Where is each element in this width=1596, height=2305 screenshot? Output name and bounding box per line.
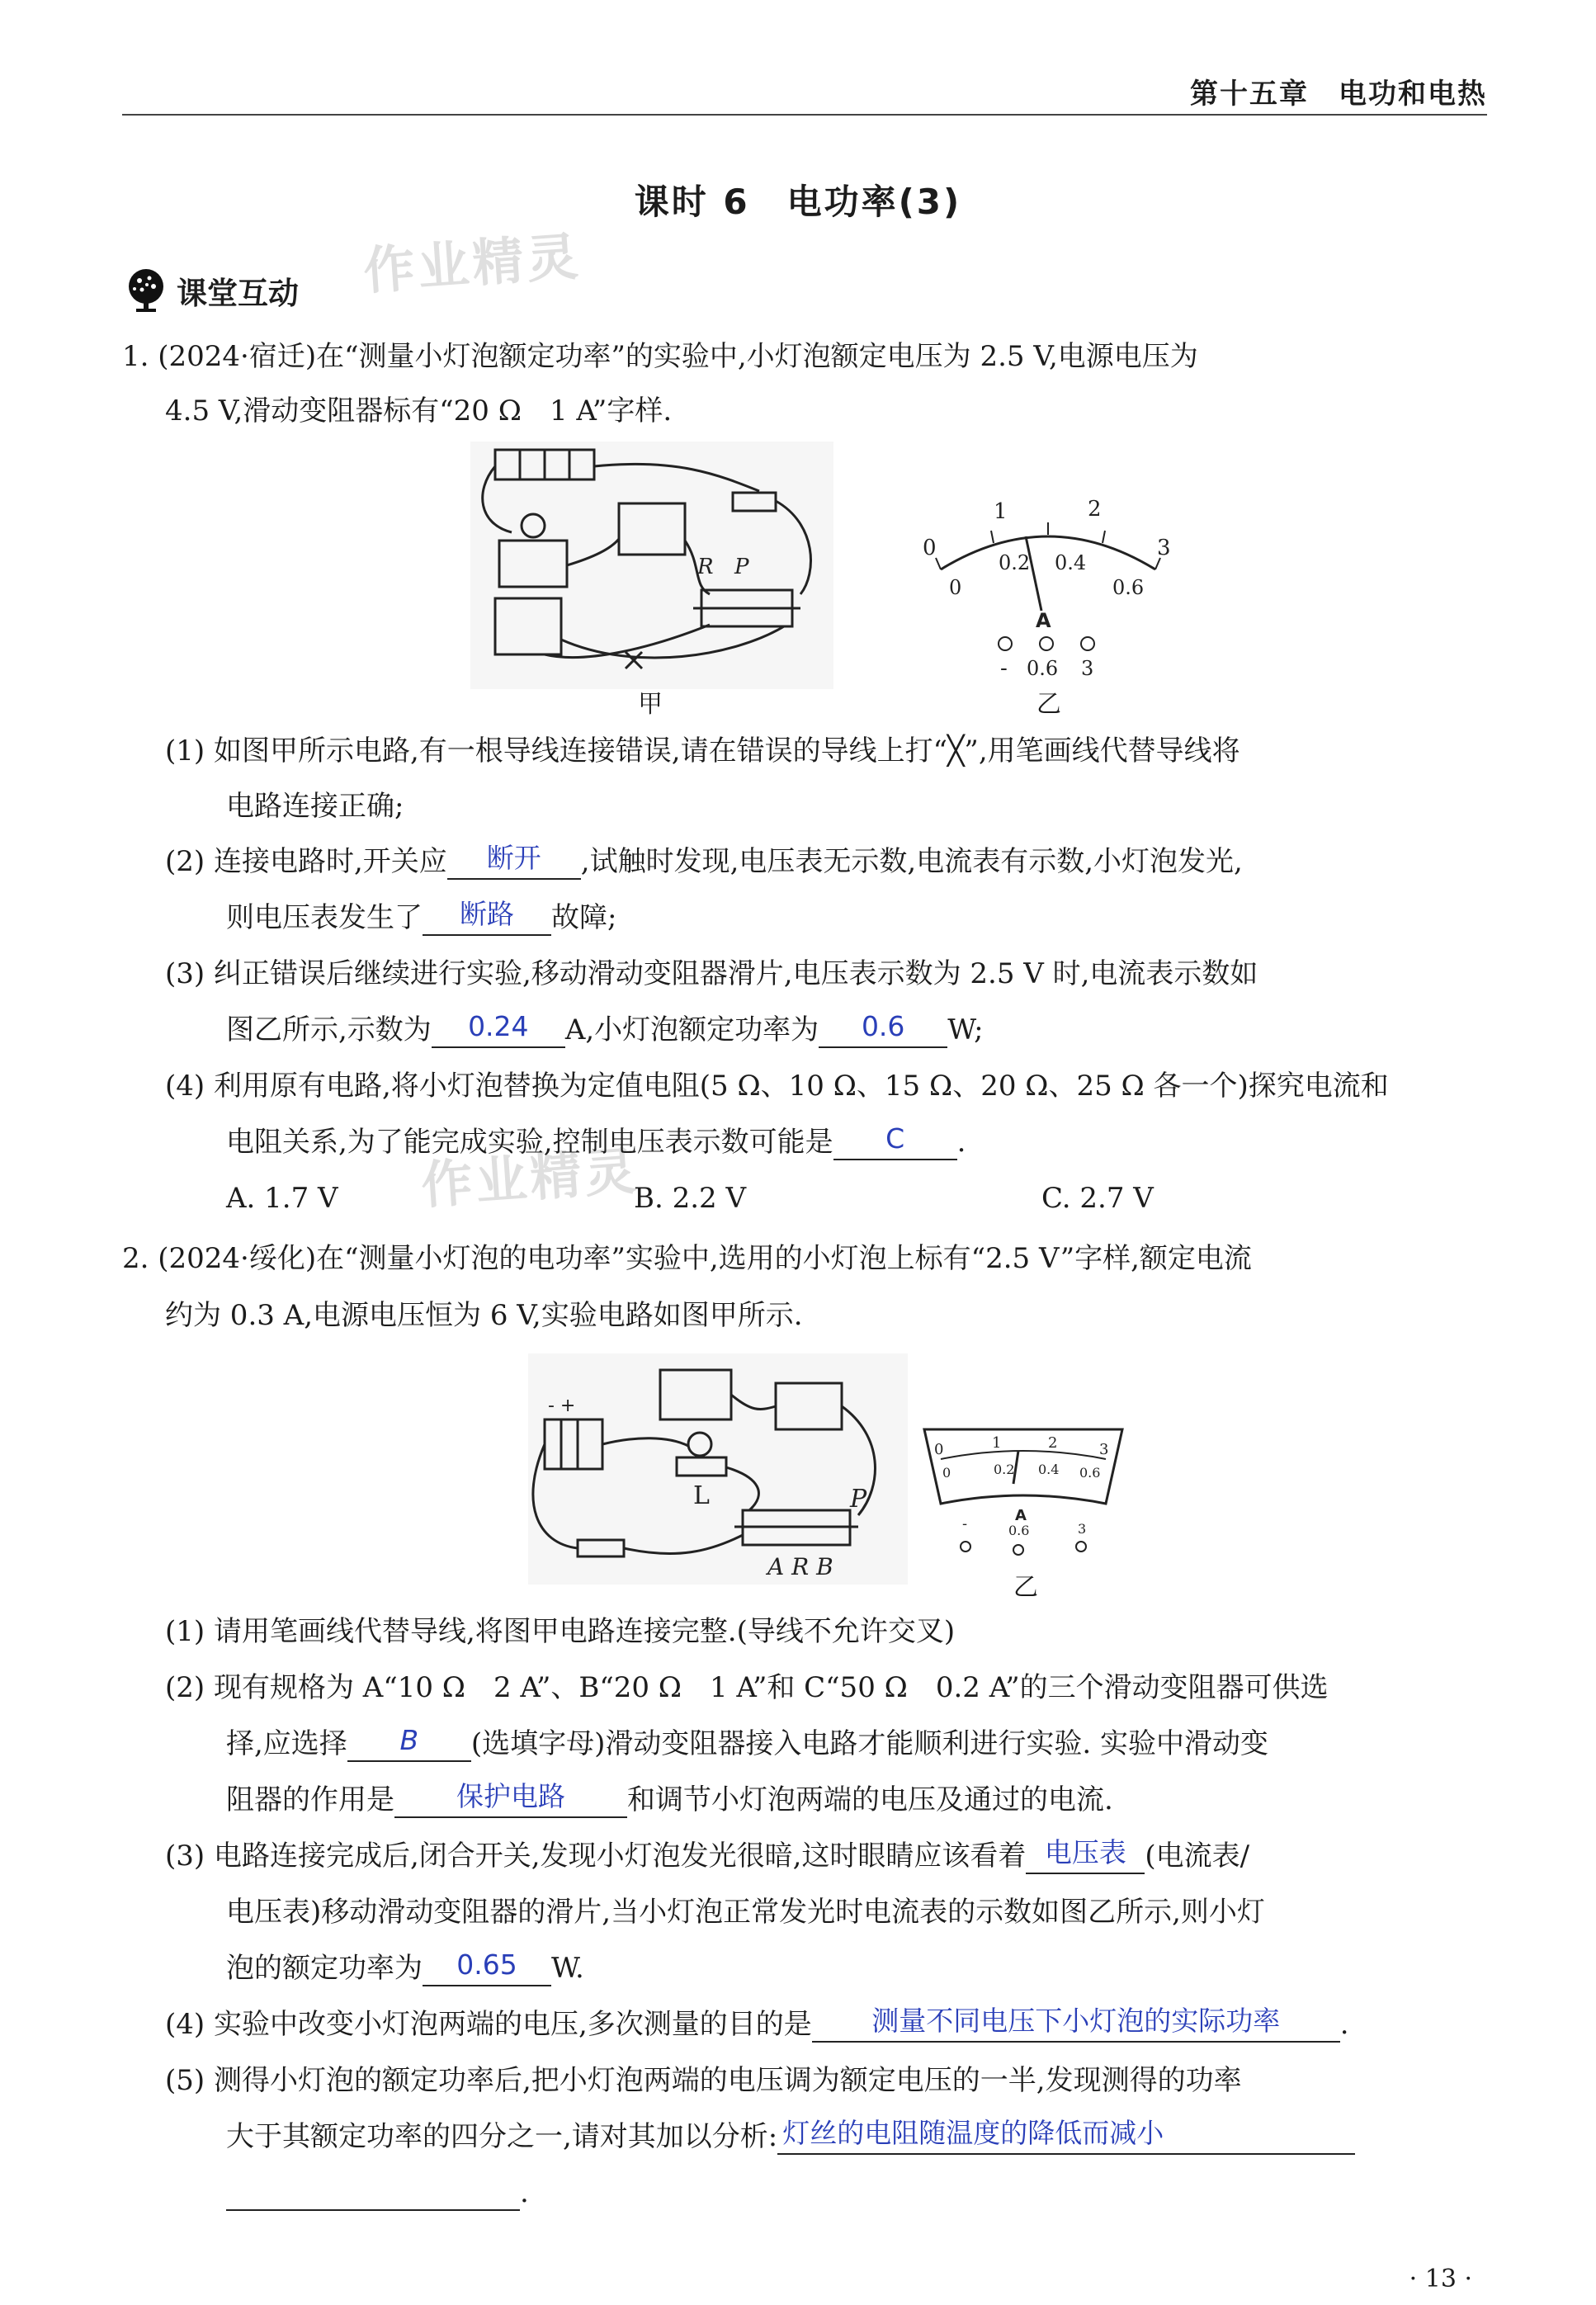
q2-part3-line3: 泡的额定功率为 0.65 W. [226, 1948, 584, 1985]
q1-stem-line1: 1. (2024·宿迁)在“测量小灯泡额定功率”的实验中,小灯泡额定电压为 2.5 V,电源电压为 [122, 340, 1198, 373]
q2-part5-blank1[interactable] [777, 2117, 1355, 2155]
lesson-title: 课时 6 电功率(3) [634, 182, 962, 222]
svg-text:R: R [697, 555, 714, 579]
q1-stem-line2: 4.5 V,滑动变阻器标有“20 Ω 1 A”字样. [165, 394, 673, 427]
q2-part3-line1: (3) 电路连接完成后,闭合开关,发现小灯泡发光很暗,这时眼睛应该看着 电压表 (电流表/ [165, 1836, 1250, 1873]
q1-circuit-diagram [470, 442, 833, 689]
meter2-bottom-3: 0.6 [1079, 1465, 1101, 1481]
q2-part4-blank[interactable] [812, 2005, 1340, 2043]
q2-part3-line2: 电压表)移动滑动变阻器的滑片,当小灯泡正常发光时电流表的示数如图乙所示,则小灯 [226, 1896, 1265, 1929]
q1-part2-answer1: 断开 [486, 842, 541, 874]
q1-part3-blank1[interactable] [432, 1010, 565, 1048]
svg-text:- +: - + [548, 1396, 576, 1416]
q2-part5-line1: (5) 测得小灯泡的额定功率后,把小灯泡两端的电压调为额定电压的一半,发现测得的功率 [165, 2064, 1242, 2097]
meter2-top-1: 1 [992, 1434, 1002, 1452]
meter1-bottom-1: 0.2 [999, 551, 1031, 574]
q2-part2-blank2[interactable] [394, 1780, 627, 1818]
meter1-top-1: 1 [994, 499, 1008, 524]
meter1-bottom-0: 0 [949, 576, 962, 599]
q2-lamp-label: L [693, 1481, 710, 1510]
q1-fig-b-label: 乙 [1036, 690, 1061, 719]
meter2-bottom-0: 0 [942, 1465, 951, 1481]
meter2-bottom-2: 0.4 [1038, 1462, 1060, 1477]
q1-part3-line2: 图乙所示,示数为 0.24 A,小灯泡额定功率为 0.6 W; [226, 1010, 984, 1046]
q1-part1-line1: (1) 如图甲所示电路,有一根导线连接错误,请在错误的导线上打“╳”,用笔画线代替导线将 [165, 734, 1240, 768]
q2-circuit-diagram [528, 1353, 908, 1585]
q1-part2-line1: (2) 连接电路时,开关应 断开 ,试触时发现,电压表无示数,电流表有示数,小灯泡发光, [165, 842, 1243, 878]
q2-part2-line3: 阻器的作用是 保护电路 和调节小灯泡两端的电压及通过的电流. [226, 1780, 1113, 1816]
meter2-terminal-neg: - [962, 1515, 968, 1533]
section-title: 课堂互动 [177, 276, 299, 311]
q1-option-a: A. 1.7 V [226, 1182, 338, 1215]
brain-tree-icon [122, 267, 170, 314]
meter1-terminal-06: 0.6 [1027, 657, 1059, 680]
meter2-unit: A [1015, 1507, 1027, 1524]
meter2-terminal-06: 0.6 [1008, 1523, 1030, 1538]
q2-rheostat-labels: A R B [767, 1553, 833, 1580]
q2-stem-line1: 2. (2024·绥化)在“测量小灯泡的电功率”实验中,选用的小灯泡上标有“2.5 V”字样,额定电流 [122, 1242, 1252, 1275]
chapter-header: 第十五章 电功和电热 [1190, 78, 1487, 111]
q2-part2-line1: (2) 现有规格为 A“10 Ω 2 A”、B“20 Ω 1 A”和 C“50 Ω 0.2 A”的三个滑动变阻器可供选 [165, 1671, 1329, 1704]
q2-part4-answer: 测量不同电压下小灯泡的实际功率 [871, 2005, 1281, 2037]
q1-option-b: B. 2.2 V [634, 1182, 747, 1215]
q2-part3-answer2: 0.65 [456, 1948, 517, 1981]
q2-stem-line2: 约为 0.3 A,电源电压恒为 6 V,实验电路如图甲所示. [165, 1299, 803, 1332]
q1-part4-blank[interactable] [833, 1122, 957, 1160]
svg-text:P: P [734, 555, 749, 579]
meter2-terminal-3: 3 [1078, 1521, 1087, 1537]
q1-option-c: C. 2.7 V [1041, 1182, 1154, 1215]
q2-part5-blank2[interactable] [226, 2176, 520, 2211]
q1-part3-answer1: 0.24 [468, 1010, 529, 1042]
q1-part2-blank2[interactable] [423, 898, 551, 936]
q1-fig-a-label: 甲 [638, 690, 663, 719]
page-number: · 13 · [1409, 2265, 1472, 2293]
meter1-top-2: 2 [1088, 497, 1102, 522]
q2-part3-blank1[interactable] [1026, 1836, 1145, 1874]
q2-part5-answer: 灯丝的电阻随温度的降低而减小 [782, 2117, 1164, 2149]
meter1-unit: A [1036, 609, 1051, 632]
q2-part2-line2: 择,应选择 B (选填字母)滑动变阻器接入电路才能顺利进行实验. 实验中滑动变 [226, 1724, 1268, 1760]
q1-ammeter-dial [908, 487, 1188, 685]
header-rule [122, 114, 1487, 116]
watermark: 作业精灵 [361, 225, 583, 302]
q2-part4: (4) 实验中改变小灯泡两端的电压,多次测量的目的是 测量不同电压下小灯泡的实际功率 . [165, 2005, 1349, 2041]
q1-part3-blank2[interactable] [819, 1010, 947, 1048]
meter2-bottom-1: 0.2 [994, 1462, 1015, 1477]
q2-part2-answer2: 保护电路 [456, 1780, 565, 1812]
watermark: 作业精灵 [419, 1140, 641, 1216]
q2-part1: (1) 请用笔画线代替导线,将图甲电路连接完整.(导线不允许交叉) [165, 1615, 956, 1648]
q2-part2-answer1: B [399, 1724, 419, 1756]
q2-fig-b-label: 乙 [1013, 1573, 1038, 1602]
q2-part3-answer1: 电压表 [1044, 1836, 1126, 1868]
q1-part2-line2: 则电压表发生了 断路 故障; [226, 898, 617, 934]
q2-part5-line2: 大于其额定功率的四分之一,请对其加以分析: 灯丝的电阻随温度的降低而减小 [226, 2118, 1355, 2155]
q1-part4-answer: C [885, 1122, 905, 1155]
q1-part4-line2: 电阻关系,为了能完成实验,控制电压表示数可能是 C . [226, 1122, 966, 1159]
section-heading [122, 266, 299, 315]
meter1-terminal-3: 3 [1081, 657, 1094, 680]
q1-part3-line1: (3) 纠正错误后继续进行实验,移动滑动变阻器滑片,电压表示数为 2.5 V 时,电流表示数如 [165, 957, 1258, 990]
meter2-top-0: 0 [934, 1441, 944, 1458]
meter2-top-2: 2 [1048, 1434, 1058, 1452]
q2-ammeter-dial [916, 1413, 1131, 1561]
q1-part4-line1: (4) 利用原有电路,将小灯泡替换为定值电阻(5 Ω、10 Ω、15 Ω、20 Ω、25 Ω 各一个)探究电流和 [165, 1070, 1389, 1103]
q2-part5-line3: . [226, 2175, 529, 2211]
q2-part2-blank1[interactable] [347, 1724, 471, 1762]
q1-part3-answer2: 0.6 [861, 1010, 905, 1042]
meter1-terminal-neg: - [1000, 656, 1008, 681]
meter2-top-3: 3 [1099, 1441, 1109, 1458]
meter1-top-3: 3 [1157, 536, 1171, 560]
meter1-top-0: 0 [923, 536, 937, 560]
meter1-bottom-3: 0.6 [1112, 576, 1145, 599]
q2-part3-blank2[interactable] [423, 1948, 551, 1986]
q1-part2-answer2: 断路 [460, 898, 514, 930]
q1-part1-line2: 电路连接正确; [226, 790, 404, 823]
q2-slider-label: P [850, 1485, 867, 1514]
q1-part2-blank1[interactable] [447, 842, 581, 880]
meter1-bottom-2: 0.4 [1055, 551, 1087, 574]
